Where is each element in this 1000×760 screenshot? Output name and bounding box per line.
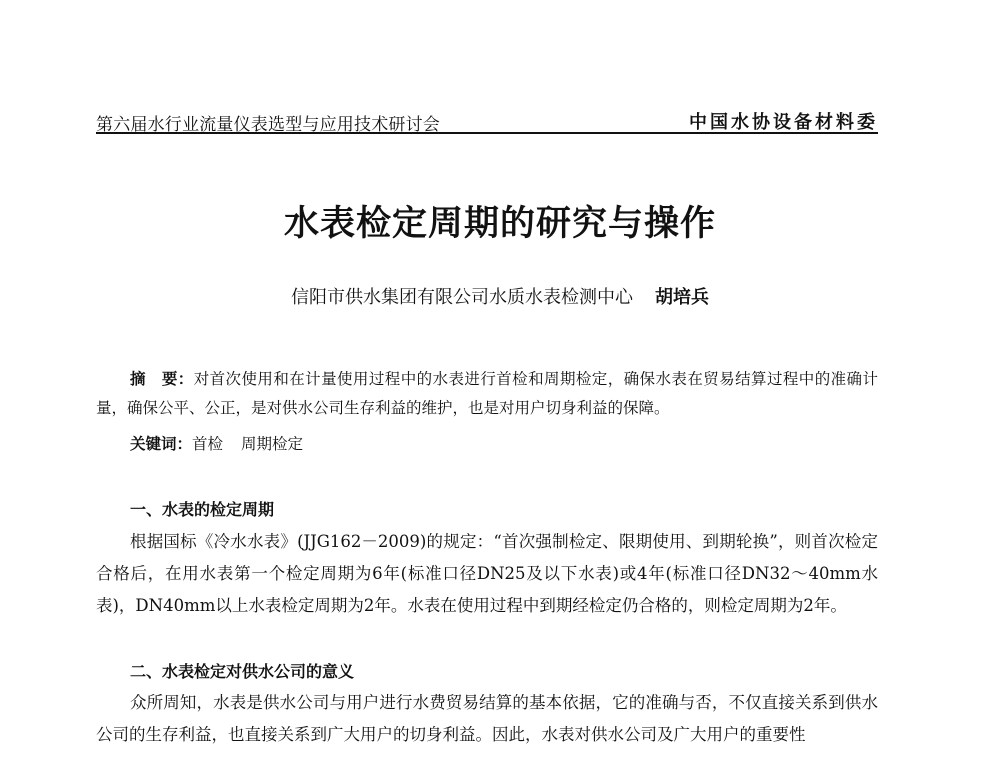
keywords [130, 432, 303, 454]
section-heading: 一、水表的检定周期 [130, 500, 275, 519]
organization-name: 中国水协设备材料委 [689, 112, 878, 133]
abstract [96, 365, 878, 423]
section-body: 众所周知，水表是供水公司与用户进行水费贸易结算的基本依据，它的准确与否，不仅直接关系到供水公司的生存利益，也直接关系到广大用户的切身利益。因此，水表对供水公司及广大用户的重要性 [96, 693, 878, 744]
keyword: 首检 [192, 435, 224, 453]
abstract-label: 摘 要： [130, 370, 194, 388]
paper-title: 水表检定周期的研究与操作 [283, 203, 716, 244]
byline [0, 283, 1000, 309]
author: 胡培兵 [655, 287, 709, 308]
section-heading: 二、水表检定对供水公司的意义 [130, 662, 355, 681]
keyword: 周期检定 [241, 435, 304, 453]
section-body: 根据国标《冷水水表》(JJG162－2009)的规定：“首次强制检定、限期使用、到期轮换”，则首次检定合格后，在用水表第一个检定周期为6年(标准口径DN25及以下水表)或4年(标准口径DN32～40mm水表)，DN40mm以上水表检定周期为2年。水表在使用过程中到期经检定仍合格的，则检定周期为2年。 [96, 532, 878, 615]
keywords-label: 关键词： [130, 435, 193, 453]
conference-name: 第六届水行业流量仪表选型与应用技术研讨会 [96, 115, 440, 135]
affiliation: 信阳市供水集团有限公司水质水表检测中心 [291, 287, 633, 308]
abstract-text: 对首次使用和在计量使用过程中的水表进行首检和周期检定，确保水表在贸易结算过程中的准确计量，确保公平、公正，是对供水公司生存利益的维护，也是对用户切身利益的保障。 [96, 370, 878, 417]
running-header [96, 106, 878, 134]
